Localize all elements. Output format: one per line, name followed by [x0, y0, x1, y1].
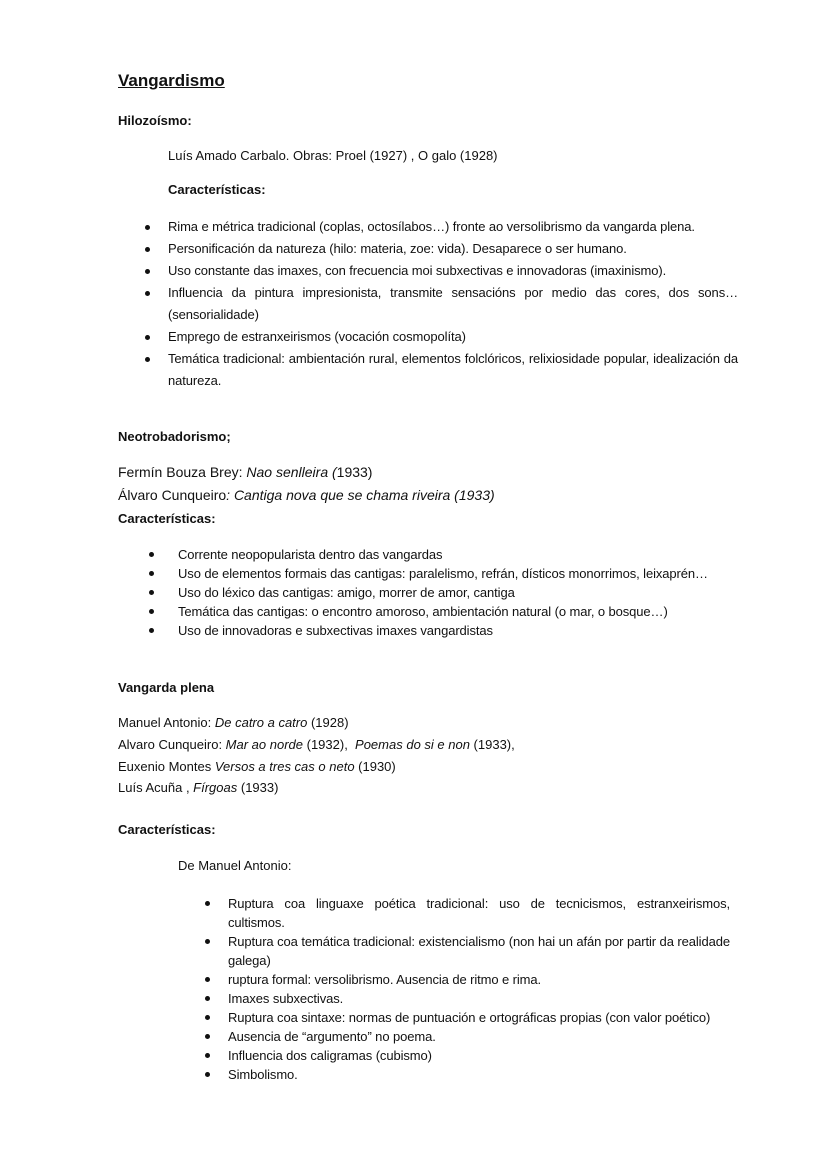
- bullet-icon: [205, 1072, 210, 1077]
- bullet-icon: [205, 996, 210, 1001]
- bullet-icon: [145, 269, 150, 274]
- list-item: Ruptura coa linguaxe poética tradicional: uso de tecnicismos, estranxeirismos, cultismos.: [228, 894, 730, 932]
- list-item: Temática tradicional: ambientación rural, elementos folclóricos, relixiosidade popular, idealización da natureza.: [168, 348, 738, 392]
- characteristics-heading: Características:: [168, 182, 266, 197]
- work-line: Euxenio Montes Versos a tres cas o neto (1930): [118, 759, 396, 774]
- bullet-icon: [145, 247, 150, 252]
- bullet-icon: [205, 901, 210, 906]
- list-item: Uso de innovadoras e subxectivas imaxes vangardistas: [178, 621, 730, 640]
- list-item: Rima e métrica tradicional (coplas, octosílabos…) fronte ao versolibrismo da vangarda plena.: [168, 216, 738, 238]
- neotrobadorismo-list: [178, 545, 730, 640]
- hilozoismo-list: [168, 216, 738, 392]
- work-line: Álvaro Cunqueiro: Cantiga nova que se chama riveira (1933): [118, 487, 495, 503]
- list-item: Uso do léxico das cantigas: amigo, morrer de amor, cantiga: [178, 583, 730, 602]
- bullet-icon: [205, 939, 210, 944]
- work-line: Alvaro Cunqueiro: Mar ao norde (1932), Poemas do si e non (1933),: [118, 737, 515, 752]
- section-heading-vangarda-plena: Vangarda plena: [118, 680, 215, 695]
- section-heading-hilozoismo: Hilozoísmo:: [118, 113, 192, 128]
- bullet-icon: [205, 1034, 210, 1039]
- section-heading-neotrobadorismo: Neotrobadorismo;: [118, 429, 231, 444]
- bullet-icon: [145, 291, 150, 296]
- author-line: Luís Amado Carbalo. Obras: Proel (1927) , O galo (1928): [168, 148, 498, 163]
- bullet-icon: [149, 609, 154, 614]
- vangarda-plena-list: [228, 894, 730, 1084]
- list-item: Influencia da pintura impresionista, transmite sensacións por medio das cores, dos sons… (sensorialidade): [168, 282, 738, 326]
- list-item: Ruptura coa sintaxe: normas de puntuación e ortográficas propias (con valor poético): [228, 1008, 730, 1027]
- list-item: Simbolismo.: [228, 1065, 730, 1084]
- sub-heading: De Manuel Antonio:: [178, 858, 292, 873]
- list-item: Ruptura coa temática tradicional: existencialismo (non hai un afán por partir da realidade galega): [228, 932, 730, 970]
- list-item: Uso constante das imaxes, con frecuencia moi subxectivas e innovadoras (imaxinismo).: [168, 260, 738, 282]
- list-item: Emprego de estranxeirismos (vocación cosmopolíta): [168, 326, 738, 348]
- work-line: Manuel Antonio: De catro a catro (1928): [118, 715, 349, 730]
- bullet-icon: [149, 628, 154, 633]
- list-item: Personificación da natureza (hilo: materia, zoe: vida). Desaparece o ser humano.: [168, 238, 738, 260]
- list-item: ruptura formal: versolibrismo. Ausencia de ritmo e rima.: [228, 970, 730, 989]
- list-item: Ausencia de “argumento” no poema.: [228, 1027, 730, 1046]
- bullet-icon: [205, 977, 210, 982]
- list-item: Imaxes subxectivas.: [228, 989, 730, 1008]
- list-item: Corrente neopopularista dentro das vangardas: [178, 545, 730, 564]
- bullet-icon: [149, 590, 154, 595]
- characteristics-heading: Características:: [118, 511, 216, 526]
- bullet-icon: [149, 571, 154, 576]
- work-line: Fermín Bouza Brey: Nao senlleira (1933): [118, 464, 373, 480]
- list-item: Uso de elementos formais das cantigas: paralelismo, refrán, dísticos monorrimos, leixaprén…: [178, 564, 730, 583]
- bullet-icon: [145, 225, 150, 230]
- bullet-icon: [145, 357, 150, 362]
- characteristics-heading: Características:: [118, 822, 216, 837]
- list-item: Temática das cantigas: o encontro amoroso, ambientación natural (o mar, o bosque…): [178, 602, 730, 621]
- work-line: Luís Acuña , Fírgoas (1933): [118, 780, 279, 795]
- page-title: Vangardismo: [118, 71, 225, 90]
- bullet-icon: [205, 1015, 210, 1020]
- bullet-icon: [149, 552, 154, 557]
- list-item: Influencia dos caligramas (cubismo): [228, 1046, 730, 1065]
- bullet-icon: [145, 335, 150, 340]
- bullet-icon: [205, 1053, 210, 1058]
